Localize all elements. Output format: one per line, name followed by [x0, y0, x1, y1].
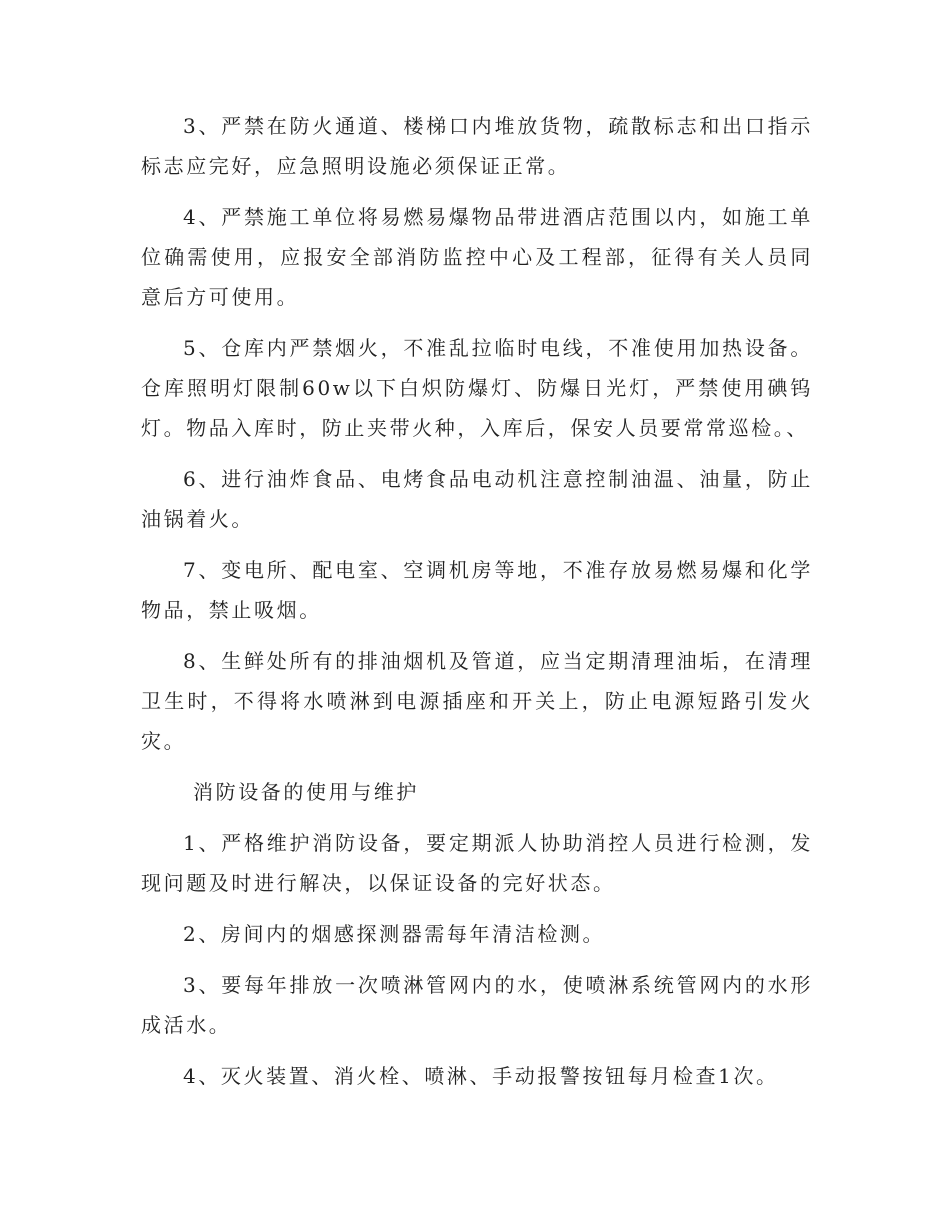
- section-heading: 消防设备的使用与维护: [193, 780, 419, 804]
- paragraph-item-6: 6、进行油炸食品、电烤食品电动机注意控制油温、油量，防止油锅着火。: [141, 467, 813, 531]
- maintenance-item-4: 4、灭火装置、消火栓、喷淋、手动报警按钮每月检查1次。: [183, 1064, 779, 1088]
- paragraph-item-8: 8、生鲜处所有的排油烟机及管道，应当定期清理油垢，在清理卫生时，不得将水喷淋到电源插座和开关上，防止电源短路引发火灾。: [141, 649, 813, 753]
- maintenance-item-3: 3、要每年排放一次喷淋管网内的水，使喷淋系统管网内的水形成活水。: [141, 973, 813, 1037]
- paragraph-item-5: 5、仓库内严禁烟火，不准乱拉临时电线，不准使用加热设备。仓库照明灯限制60w以下白炽防爆灯、防爆日光灯，严禁使用碘钨灯。物品入库时，防止夹带火种，入库后，保安人员要常常巡检。、: [141, 336, 813, 440]
- maintenance-item-2: 2、房间内的烟感探测器需每年清洁检测。: [183, 922, 606, 946]
- paragraph-item-3: 3、严禁在防火通道、楼梯口内堆放货物，疏散标志和出口指示标志应完好，应急照明设施必须保证正常。: [141, 114, 813, 178]
- document-body: [141, 106, 813, 1096]
- paragraph-item-7: 7、变电所、配电室、空调机房等地，不准存放易燃易爆和化学物品，禁止吸烟。: [141, 558, 813, 622]
- paragraph-item-4: 4、严禁施工单位将易燃易爆物品带进酒店范围以内，如施工单位确需使用，应报安全部消防监控中心及工程部，征得有关人员同意后方可使用。: [141, 205, 813, 309]
- maintenance-item-1: 1、严格维护消防设备，要定期派人协助消控人员进行检测，发现问题及时进行解决，以保证设备的完好状态。: [141, 831, 813, 895]
